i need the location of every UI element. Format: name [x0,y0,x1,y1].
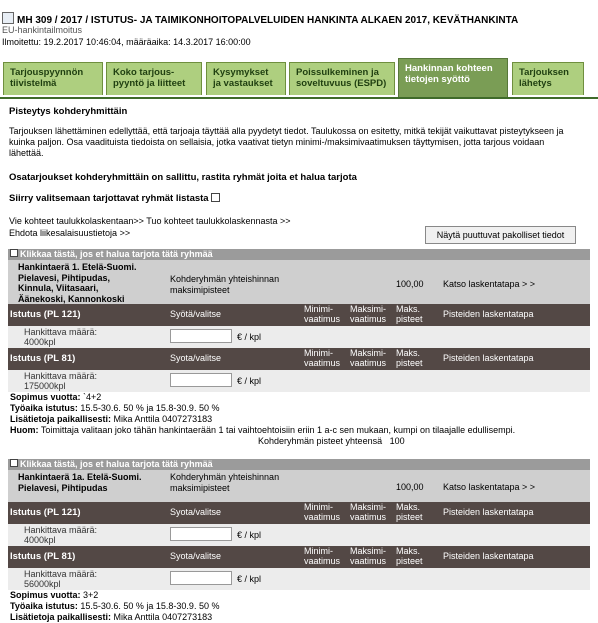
item-input-row: Hankittava määrä: 4000kpl € / kpl [8,524,590,546]
trade-secret-link[interactable]: Ehdota liikesalaisuustietoja >> [9,228,131,238]
exclude-group-checkbox[interactable] [10,249,18,257]
group-name: Hankintaerä 1. Etelä-Suomi. Pielavesi, Pihtipudas, Kinnula, Viitasaari, Äänekoski, Kannonkoski [18,262,137,304]
instructions-text: Tarjouksen lähettäminen edellyttää, että tarjoaja täyttää alla pyydetyt tiedot. Taulukossa on esitetty, mitkä tekijät vaikuttavat pisteytykseen ja kuinka paljon. Osa vaadituista tiedoista on sellaisia, jotka vaativat tietyn minimi-/maksimivaatimuksen täyttymisen, jotta tarjous voidaan lähettää. [9,126,564,158]
tab-espd[interactable]: Poissulkeminen ja soveltuvuus (ESPD) [289,62,395,95]
target-group [8,249,590,447]
tab-data-entry[interactable]: Hankinnan kohteen tietojen syöttö [398,58,508,97]
item-input-row: Hankittava määrä: 4000kpl € / kpl [8,326,590,348]
select-groups-checkbox[interactable] [211,193,220,202]
tab-questions[interactable]: Kysymykset ja vastaukset [206,62,286,95]
exclude-group-toggle[interactable]: Klikkaa tästä, jos et halua tarjota tätä ryhmää [8,249,590,260]
group-desc: Kohderyhmän yhteishinnan maksimipisteet [170,274,280,295]
partial-offers-note: Osatarjoukset kohderyhmittäin on sallittu, rastita ryhmät joita et halua tarjota [9,172,357,183]
group-desc: Kohderyhmän yhteishinnan maksimipisteet [170,472,280,493]
tab-submit[interactable]: Tarjouksen lähetys [512,62,584,95]
price-input[interactable] [170,329,232,343]
item-header-row: Istutus (PL 121) Syötä/valitse Minimi- vaatimus Maksimi- vaatimus Maks. pisteet Pisteiden laskentatapa [8,304,590,326]
price-input[interactable] [170,373,232,387]
price-input[interactable] [170,527,232,541]
group-max-score: 100,00 [396,482,424,492]
calc-method-link[interactable]: Katso laskentatapa > > [443,279,536,289]
item-header-row: Istutus (PL 121) Syota/valitse Minimi- vaatimus Maksimi- vaatimus Maks. pisteet Pisteiden laskentatapa [8,502,590,524]
section-title: Pisteytys kohderyhmittäin [9,106,128,117]
group-info [8,260,590,304]
group-name: Hankintaerä 1a. Etelä-Suomi. Pielavesi, Pihtipudas [18,472,142,493]
group-max-score: 100,00 [396,279,424,289]
tab-summary[interactable]: Tarjouspyynnön tiivistelmä [3,62,103,95]
tab-full-request[interactable]: Koko tarjous- pyyntö ja liitteet [106,62,202,95]
exclude-group-toggle[interactable]: Klikkaa tästä, jos et halua tarjota tätä ryhmää [8,459,590,470]
notice-type: EU-hankintailmoitus [2,25,83,35]
document-icon [2,12,14,24]
item-header-row: Istutus (PL 81) Syota/valitse Minimi- vaatimus Maksimi- vaatimus Maks. pisteet Pisteiden laskentatapa [8,348,590,370]
item-input-row: Hankittava määrä: 175000kpl € / kpl [8,370,590,392]
tab-bar [0,57,598,99]
page-title: MH 309 / 2017 / ISTUTUS- JA TAIMIKONHOITOPALVELUIDEN HANKINTA ALKAEN 2017, KEVÄTHANKINTA [2,12,518,26]
select-groups-row: Siirry valitsemaan tarjottavat ryhmät listasta [9,193,220,204]
group-total: Kohderyhmän pisteet yhteensä 100 [258,436,405,446]
item-input-row: Hankittava määrä: 56000kpl € / kpl [8,568,590,590]
spreadsheet-links[interactable]: Vie kohteet taulukkolaskentaan>> Tuo kohteet taulukkolaskennasta >> [9,216,291,226]
group-notes: Sopimus vuotta: 3+2 Työaika istutus: 15.5-30.6. 50 % ja 15.8-30.9. 50 % Lisätietoja paikallisesti: Mika Anttila 0407273183 [10,590,220,622]
notice-dates: Ilmoitettu: 19.2.2017 10:46:04, määräaika: 14.3.2017 16:00:00 [2,37,251,47]
target-group [8,459,590,623]
exclude-group-checkbox[interactable] [10,459,18,467]
item-header-row: Istutus (PL 81) Syota/valitse Minimi- vaatimus Maksimi- vaatimus Maks. pisteet Pisteiden laskentatapa [8,546,590,568]
group-notes: Sopimus vuotta: `4+2 Työaika istutus: 15.5-30.6. 50 % ja 15.8-30.9. 50 % Lisätietoja paikallisesti: Mika Anttila 0407273183 Huom: Toimittaja valitaan joko tähän hankintaerään 1 tai vaihtoehtoisiin eriin 1 a-c sen mukaan, kumpi on tilaajalle edullisempi. [10,392,516,435]
price-input[interactable] [170,571,232,585]
show-missing-button[interactable]: Näytä puuttuvat pakolliset tiedot [425,226,576,244]
group-info [8,470,590,502]
calc-method-link[interactable]: Katso laskentatapa > > [443,482,536,492]
